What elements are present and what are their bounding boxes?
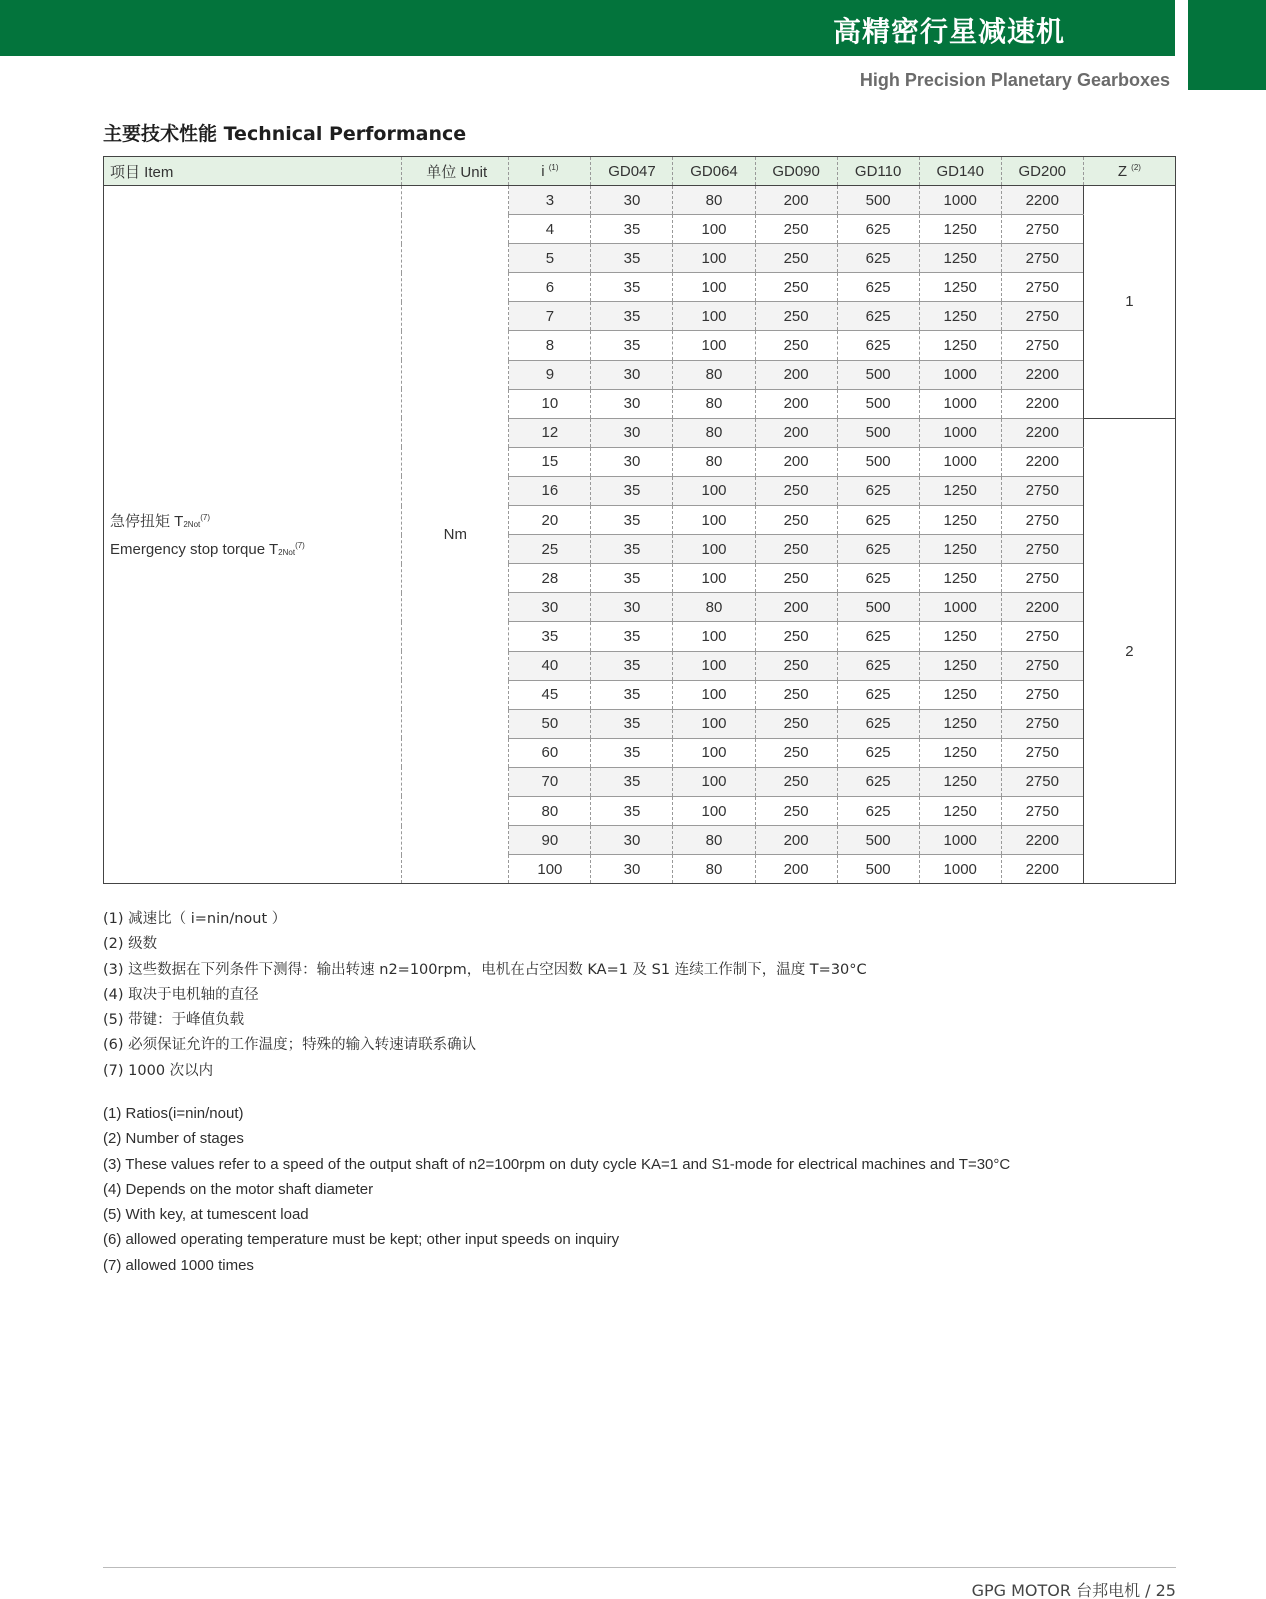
ratio-cell: 28 [509,564,591,593]
torque-cell: 625 [837,476,919,505]
torque-cell: 80 [673,360,755,389]
table-row [104,186,1176,215]
torque-cell: 2750 [1001,651,1083,680]
torque-cell: 2750 [1001,273,1083,302]
torque-cell: 35 [591,680,673,709]
torque-cell: 625 [837,651,919,680]
torque-cell: 250 [755,564,837,593]
torque-cell: 100 [673,535,755,564]
torque-cell: 30 [591,447,673,476]
torque-cell: 2200 [1001,826,1083,855]
torque-cell: 100 [673,506,755,535]
table-header-row [104,157,1176,186]
torque-cell: 1000 [919,186,1001,215]
header-model: GD200 [1001,157,1083,186]
header-model: GD110 [837,157,919,186]
torque-cell: 250 [755,331,837,360]
torque-cell: 200 [755,826,837,855]
table-body [104,186,1176,884]
ratio-cell: 9 [509,360,591,389]
torque-cell: 2750 [1001,331,1083,360]
torque-cell: 80 [673,447,755,476]
footnote: (5) 带键：于峰值负载 [103,1012,245,1029]
torque-cell: 100 [673,244,755,273]
torque-cell: 1250 [919,215,1001,244]
header-band [0,0,1175,56]
torque-cell: 2750 [1001,709,1083,738]
header-model: GD064 [673,157,755,186]
torque-cell: 100 [673,476,755,505]
torque-cell: 1000 [919,826,1001,855]
torque-cell: 625 [837,331,919,360]
ratio-cell: 35 [509,622,591,651]
torque-cell: 100 [673,273,755,302]
torque-cell: 100 [673,302,755,331]
torque-cell: 625 [837,535,919,564]
footnote: (5) With key, at tumescent load [103,1206,309,1224]
header-ratio [509,157,591,186]
item-note: (7) [200,512,211,522]
torque-cell: 625 [837,302,919,331]
torque-cell: 250 [755,535,837,564]
torque-cell: 100 [673,651,755,680]
item-subscript: 2Not [183,519,201,529]
header-unit: 单位 Unit [402,157,509,186]
header-model: GD090 [755,157,837,186]
header-tab [1188,0,1266,90]
header-z [1083,157,1175,186]
torque-cell: 250 [755,476,837,505]
torque-cell: 1250 [919,564,1001,593]
torque-cell: 35 [591,738,673,767]
torque-cell: 625 [837,506,919,535]
footnote: (1) 减速比（ i=nin/nout ） [103,911,287,927]
torque-cell: 625 [837,796,919,825]
torque-cell: 2200 [1001,186,1083,215]
torque-cell: 100 [673,622,755,651]
torque-cell: 625 [837,244,919,273]
torque-cell: 1250 [919,244,1001,273]
footnote: (2) Number of stages [103,1130,244,1148]
ratio-cell: 60 [509,738,591,767]
torque-cell: 30 [591,826,673,855]
torque-cell: 100 [673,680,755,709]
torque-cell: 500 [837,826,919,855]
torque-cell: 1000 [919,447,1001,476]
header-z-label: Z [1117,162,1127,180]
torque-cell: 80 [673,186,755,215]
torque-cell: 2750 [1001,796,1083,825]
torque-cell: 2750 [1001,476,1083,505]
ratio-cell: 3 [509,186,591,215]
torque-cell: 250 [755,622,837,651]
torque-cell: 100 [673,767,755,796]
torque-cell: 1250 [919,302,1001,331]
torque-cell: 2200 [1001,389,1083,418]
torque-cell: 1250 [919,622,1001,651]
notes-english [103,1101,1010,1278]
torque-cell: 80 [673,418,755,447]
torque-cell: 30 [591,360,673,389]
torque-cell: 35 [591,244,673,273]
footnote: (3) These values refer to a speed of the output shaft of n2=100rpm on duty cycle KA=1 and S1-mode for electrical machines and T=30°C [103,1155,1011,1173]
torque-cell: 1000 [919,593,1001,622]
torque-cell: 250 [755,244,837,273]
header-title-cn: 高精密行星减速机 [832,15,1065,48]
torque-cell: 35 [591,622,673,651]
torque-cell: 625 [837,564,919,593]
footer-divider [103,1567,1176,1568]
ratio-cell: 45 [509,680,591,709]
torque-cell: 200 [755,389,837,418]
torque-cell: 250 [755,680,837,709]
footnote: (6) allowed operating temperature must be kept; other input speeds on inquiry [103,1231,620,1249]
torque-cell: 2750 [1001,622,1083,651]
torque-cell: 250 [755,215,837,244]
torque-cell: 35 [591,709,673,738]
torque-cell: 625 [837,738,919,767]
ratio-cell: 25 [509,535,591,564]
torque-cell: 1250 [919,273,1001,302]
torque-cell: 200 [755,186,837,215]
torque-cell: 2200 [1001,447,1083,476]
torque-cell: 100 [673,564,755,593]
torque-cell: 35 [591,564,673,593]
ratio-cell: 100 [509,855,591,884]
torque-cell: 35 [591,302,673,331]
item-label-cn: 急停扭矩 T [110,512,184,530]
torque-cell: 35 [591,796,673,825]
torque-cell: 500 [837,389,919,418]
ratio-cell: 6 [509,273,591,302]
header-model: GD047 [591,157,673,186]
torque-cell: 30 [591,593,673,622]
header-ratio-note: (1) [548,162,559,172]
torque-cell: 35 [591,535,673,564]
ratio-cell: 7 [509,302,591,331]
ratio-cell: 10 [509,389,591,418]
ratio-cell: 16 [509,476,591,505]
torque-cell: 1000 [919,389,1001,418]
item-note: (7) [295,540,305,550]
torque-cell: 1000 [919,360,1001,389]
torque-cell: 1000 [919,855,1001,884]
torque-cell: 1250 [919,680,1001,709]
torque-cell: 80 [673,593,755,622]
section-title: 主要技术性能 Technical Performance [103,123,467,145]
torque-cell: 250 [755,302,837,331]
torque-cell: 100 [673,709,755,738]
torque-cell: 2750 [1001,506,1083,535]
torque-cell: 1250 [919,709,1001,738]
header-title-en: High Precision Planetary Gearboxes [859,70,1170,90]
torque-cell: 30 [591,855,673,884]
item-subscript: 2Not [278,547,296,557]
torque-cell: 2750 [1001,738,1083,767]
torque-cell: 625 [837,273,919,302]
footnote: (6) 必须保证允许的工作温度；特殊的输入转速请联系确认 [103,1037,477,1054]
torque-cell: 2200 [1001,855,1083,884]
torque-cell: 35 [591,767,673,796]
torque-cell: 2750 [1001,302,1083,331]
torque-cell: 30 [591,186,673,215]
torque-cell: 35 [591,476,673,505]
torque-cell: 1000 [919,418,1001,447]
torque-cell: 250 [755,796,837,825]
torque-cell: 100 [673,331,755,360]
item-cell [104,186,402,884]
torque-cell: 250 [755,709,837,738]
torque-cell: 1250 [919,476,1001,505]
footer-page-label: GPG MOTOR 台邦电机 / 25 [971,1581,1176,1599]
torque-cell: 35 [591,215,673,244]
torque-cell: 30 [591,389,673,418]
torque-cell: 500 [837,855,919,884]
header-ratio-label: i [541,162,545,180]
torque-cell: 500 [837,360,919,389]
torque-cell: 2750 [1001,680,1083,709]
ratio-cell: 5 [509,244,591,273]
footnote: (7) allowed 1000 times [103,1256,254,1274]
torque-cell: 100 [673,796,755,825]
torque-cell: 200 [755,418,837,447]
torque-cell: 625 [837,680,919,709]
torque-cell: 2200 [1001,593,1083,622]
torque-cell: 1250 [919,506,1001,535]
torque-cell: 250 [755,273,837,302]
torque-cell: 35 [591,651,673,680]
footnote: (2) 级数 [103,936,158,953]
torque-cell: 1250 [919,331,1001,360]
torque-cell: 100 [673,215,755,244]
torque-cell: 250 [755,651,837,680]
header-item: 项目 Item [104,157,402,186]
torque-cell: 1250 [919,796,1001,825]
ratio-cell: 20 [509,506,591,535]
torque-cell: 100 [673,738,755,767]
torque-cell: 500 [837,418,919,447]
stage-cell: 2 [1083,418,1175,884]
torque-cell: 2750 [1001,564,1083,593]
torque-cell: 200 [755,360,837,389]
header-model: GD140 [919,157,1001,186]
ratio-cell: 15 [509,447,591,476]
torque-cell: 2750 [1001,215,1083,244]
torque-cell: 30 [591,418,673,447]
torque-cell: 250 [755,738,837,767]
footnote: (3) 这些数据在下列条件下测得：输出转速 n2=100rpm，电机在占空因数 KA=1 及 S1 连续工作制下，温度 T=30°C [103,961,867,978]
footnote: (4) Depends on the motor shaft diameter [103,1180,374,1198]
ratio-cell: 50 [509,709,591,738]
ratio-cell: 12 [509,418,591,447]
torque-cell: 35 [591,273,673,302]
torque-cell: 1250 [919,767,1001,796]
torque-cell: 2750 [1001,767,1083,796]
ratio-cell: 40 [509,651,591,680]
torque-cell: 200 [755,447,837,476]
ratio-cell: 4 [509,215,591,244]
torque-cell: 250 [755,506,837,535]
torque-cell: 500 [837,447,919,476]
stage-cell: 1 [1083,186,1175,419]
torque-cell: 625 [837,709,919,738]
torque-cell: 35 [591,506,673,535]
torque-cell: 500 [837,593,919,622]
torque-cell: 2200 [1001,418,1083,447]
torque-cell: 250 [755,767,837,796]
torque-cell: 625 [837,215,919,244]
torque-cell: 500 [837,186,919,215]
torque-cell: 200 [755,855,837,884]
ratio-cell: 8 [509,331,591,360]
ratio-cell: 30 [509,593,591,622]
torque-cell: 625 [837,622,919,651]
technical-performance-table [103,156,1176,884]
torque-cell: 2750 [1001,535,1083,564]
ratio-cell: 90 [509,826,591,855]
torque-cell: 80 [673,826,755,855]
ratio-cell: 70 [509,767,591,796]
torque-cell: 2200 [1001,360,1083,389]
torque-cell: 1250 [919,738,1001,767]
footnote: (4) 取决于电机轴的直径 [103,986,259,1003]
notes-chinese [103,907,867,1084]
ratio-cell: 80 [509,796,591,825]
torque-cell: 80 [673,389,755,418]
footnote: (1) Ratios(i=nin/nout) [103,1105,244,1122]
torque-cell: 1250 [919,651,1001,680]
item-label-en: Emergency stop torque T [110,540,279,558]
torque-cell: 200 [755,593,837,622]
unit-cell: Nm [402,186,509,884]
torque-cell: 2750 [1001,244,1083,273]
torque-cell: 35 [591,331,673,360]
torque-cell: 625 [837,767,919,796]
torque-cell: 1250 [919,535,1001,564]
header-z-note: (2) [1131,162,1141,172]
torque-cell: 80 [673,855,755,884]
footnote: (7) 1000 次以内 [103,1062,214,1079]
